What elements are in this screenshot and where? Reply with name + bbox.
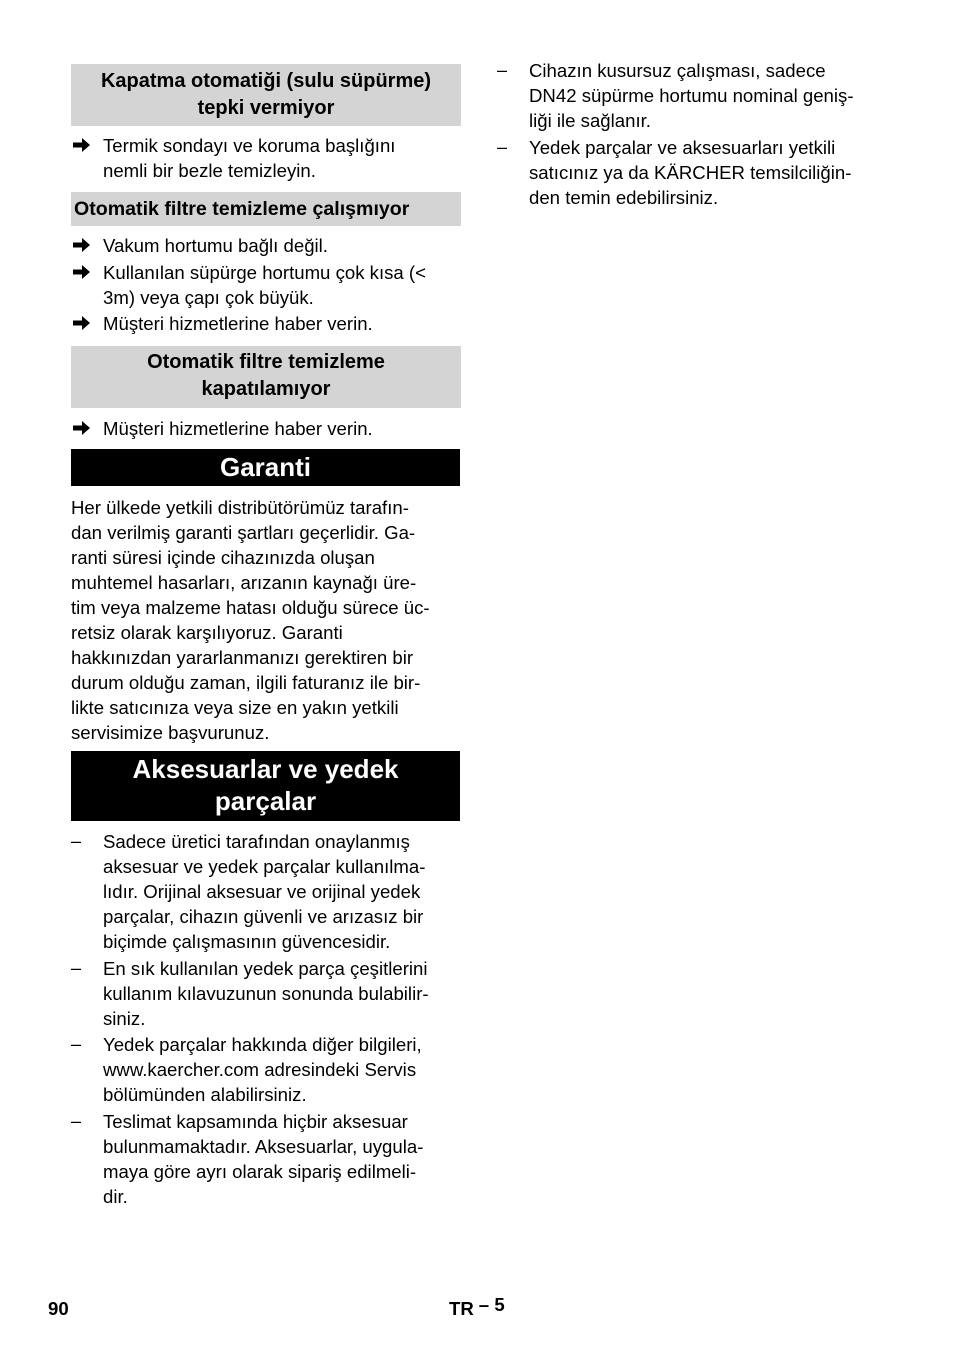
list-item-text: kullanım kılavuzunun sonunda bulabilir- [103, 982, 429, 1004]
list-item-text: 3m) veya çapı çok büyük. [103, 286, 314, 308]
body-line: dan verilmiş garanti şartları geçerlidir. Ga- [71, 522, 416, 543]
body-line: retsiz olarak karşılıyoruz. Garanti [71, 622, 343, 643]
dash-marker: – [497, 60, 508, 80]
list-item [71, 1109, 466, 1209]
dash-marker: – [71, 957, 82, 978]
list-item [71, 233, 466, 258]
heading-line: parçalar [214, 786, 317, 816]
body-line: likte satıcınıza veya size en yakın yetkili [71, 697, 399, 718]
heading-line: Otomatik filtre temizleme [147, 351, 385, 373]
list-item-text: Müşteri hizmetlerine haber verin. [103, 418, 373, 439]
page-number: 90 [48, 1298, 69, 1319]
heading-warranty: Garanti [71, 449, 460, 486]
arrow-right-icon [73, 314, 91, 332]
list-item-text: En sık kullanılan yedek parça çeşitlerini [103, 957, 428, 979]
list-item-text: aksesuar ve yedek parçalar kullanılma- [103, 856, 426, 877]
list-item [71, 133, 466, 183]
list-item [71, 260, 466, 310]
list-item-text: parçalar, cihazın güvenli ve arızasız bir [103, 906, 424, 927]
list-item-text: Cihazın kusursuz çalışması, sadece [529, 60, 826, 81]
dash-marker: – [71, 1034, 82, 1055]
list-item [71, 829, 466, 954]
list-item-text: www.kaercher.com adresindeki Servis [103, 1059, 417, 1081]
list-item [497, 58, 897, 133]
heading-accessories-spare-parts [71, 751, 460, 821]
arrow-right-icon [73, 136, 91, 154]
list-item [71, 1032, 466, 1107]
list-item-text: maya göre ayrı olarak sipariş edilmeli- [103, 1160, 417, 1182]
heading-filter-cleaning-cannot-disable [71, 346, 461, 408]
list-item [71, 416, 466, 441]
heading-line: Aksesuarlar ve yedek [132, 754, 399, 784]
list-item-text: Yedek parçalar hakkında diğer bilgileri, [103, 1034, 422, 1056]
footer-lang: TR [449, 1298, 474, 1319]
body-line: tim veya malzeme hatası olduğu sürece üc- [71, 597, 430, 618]
body-line: Her ülkede yetkili distribütörümüz tarafın- [71, 497, 409, 518]
list-item-text: dir. [103, 1185, 128, 1207]
list-item-text: Kullanılan süpürge hortumu çok kısa (< [103, 261, 426, 283]
heading-filter-cleaning-not-working: Otomatik filtre temizleme çalışmıyor [71, 192, 461, 226]
dash-marker: – [71, 1110, 82, 1131]
heading-line: kapatılamıyor [201, 378, 331, 400]
list-item-text: Termik sondayı ve koruma başlığını [103, 135, 396, 156]
arrow-right-icon [73, 263, 91, 281]
body-line: ranti süresi içinde cihazınızda oluşan [71, 547, 375, 568]
list-item-text: Sadece üretici tarafından onaylanmış [103, 831, 410, 852]
heading-shutoff-not-responding [71, 64, 461, 126]
list-item [71, 311, 466, 336]
list-item [497, 135, 897, 210]
list-item-text: bölümünden alabilirsiniz. [103, 1084, 307, 1106]
footer-dash: – [478, 1294, 490, 1315]
body-line: servisimize başvurunuz. [71, 722, 270, 743]
arrow-right-icon [73, 236, 91, 254]
list-item-text: Müşteri hizmetlerine haber verin. [103, 313, 373, 335]
list-item-text: Yedek parçalar ve aksesuarları yetkili [529, 136, 836, 158]
footer-section-label [449, 1294, 505, 1320]
body-line: muhtemel hasarları, arızanın kaynağı üre- [71, 572, 417, 593]
arrow-right-icon [73, 419, 91, 437]
list-item-text: nemli bir bezle temizleyin. [103, 160, 316, 181]
list-item-text: den temin edebilirsiniz. [529, 186, 719, 208]
list-item-text: lıdır. Orijinal aksesuar ve orijinal yedek [103, 881, 421, 902]
list-accessories-continued [497, 58, 897, 211]
list-item-text: Vakum hortumu bağlı değil. [103, 235, 328, 256]
footer-section-page: 5 [494, 1294, 505, 1315]
list-filter-cleaning [71, 233, 466, 338]
body-line: hakkınızdan yararlanmanızı gerektiren bir [71, 647, 414, 668]
warranty-body [71, 495, 463, 745]
list-item-text: Teslimat kapsamında hiçbir aksesuar [103, 1110, 408, 1132]
dash-marker: – [497, 136, 508, 157]
heading-line: tepki vermiyor [197, 97, 335, 119]
body-line: durum olduğu zaman, ilgili faturanız ile bir- [71, 672, 421, 693]
list-item-text: DN42 süpürme hortumu nominal geniş- [529, 85, 854, 106]
list-item-text: satıcınız ya da KÄRCHER temsilciliğin- [529, 161, 852, 183]
list-item-text: liği ile sağlanır. [529, 110, 651, 131]
list-item [71, 956, 466, 1031]
list-item-text: siniz. [103, 1007, 146, 1029]
heading-line: Kapatma otomatiği (sulu süpürme) [100, 70, 432, 92]
list-item-text: biçimde çalışmasının güvencesidir. [103, 931, 391, 952]
dash-marker: – [71, 831, 82, 851]
list-shutoff [71, 133, 466, 185]
list-filter-disable [71, 416, 466, 443]
list-item-text: bulunmamaktadır. Aksesuarlar, uygula- [103, 1135, 424, 1157]
list-accessories [71, 829, 466, 1210]
